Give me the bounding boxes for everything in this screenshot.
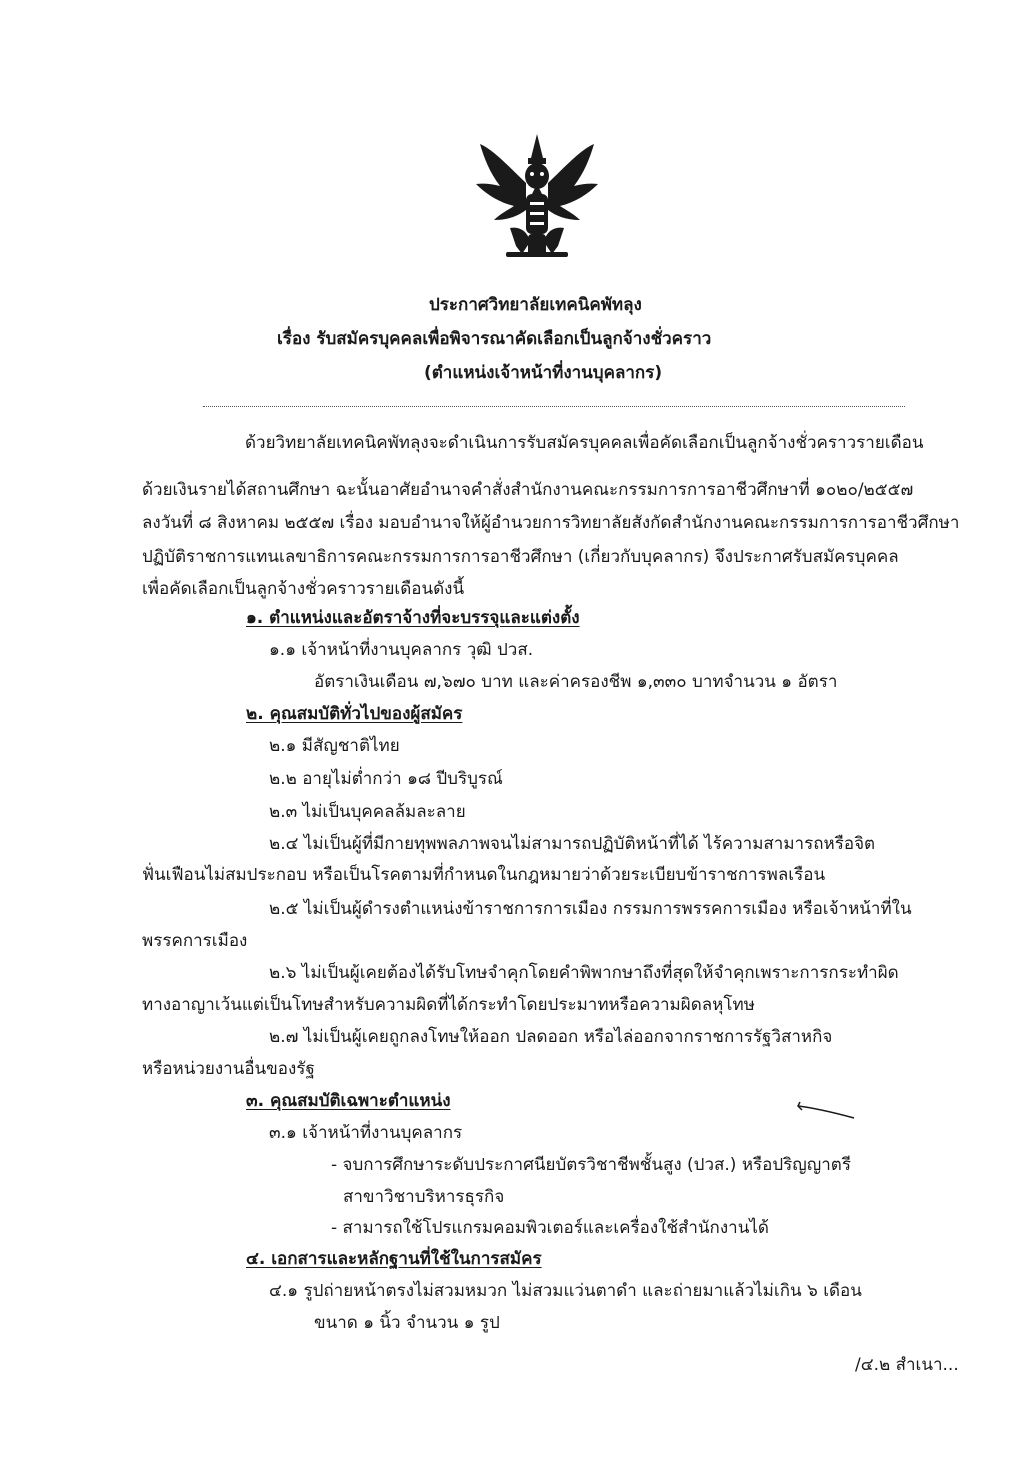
section-2-heading: ๒. คุณสมบัติทั่วไปของผู้สมัคร	[246, 704, 463, 724]
intro-line-1: ด้วยวิทยาลัยเทคนิคพัทลุงจะดำเนินการรับสมัครบุคคลเพื่อคัดเลือกเป็นลูกจ้างชั่วคราวรายเดือน	[245, 433, 924, 453]
section-3-detail-1-cont: สาขาวิชาบริหารธุรกิจ	[343, 1187, 505, 1207]
intro-line-2: ด้วยเงินรายได้สถานศึกษา ฉะนั้นอาศัยอำนาจคำสั่งสำนักงานคณะกรรมการการอาชีวศึกษาที่ ๑๐๒๐/๒๕๕๗	[142, 480, 914, 500]
section-2-item-5-cont: พรรคการเมือง	[142, 931, 248, 951]
section-2-item-5: ๒.๕ ไม่เป็นผู้ดำรงตำแหน่งข้าราชการการเมือง กรรมการพรรคการเมือง หรือเจ้าหน้าที่ใน	[269, 899, 912, 919]
intro-line-3: ลงวันที่ ๘ สิงหาคม ๒๕๕๗ เรื่อง มอบอำนาจให้ผู้อำนวยการวิทยาลัยสังกัดสำนักงานคณะกรรมการการอาชีวศึกษา	[142, 513, 960, 533]
section-3-detail-2: - สามารถใช้โปรแกรมคอมพิวเตอร์และเครื่องใช้สำนักงานได้	[331, 1218, 769, 1238]
section-3-heading: ๓. คุณสมบัติเฉพาะตำแหน่ง	[246, 1091, 451, 1111]
header-divider	[203, 406, 905, 407]
pen-mark-icon	[796, 1096, 856, 1120]
section-4-item-1: ๔.๑ รูปถ่ายหน้าตรงไม่สวมหมวก ไม่สวมแว่นตาดำ และถ่ายมาแล้วไม่เกิน ๖ เดือน	[269, 1281, 862, 1301]
section-1-heading: ๑. ตำแหน่งและอัตราจ้างที่จะบรรจุและแต่งตั้ง	[246, 608, 580, 628]
section-3-detail-1: - จบการศึกษาระดับประกาศนียบัตรวิชาชีพชั้นสูง (ปวส.) หรือปริญญาตรี	[331, 1155, 851, 1175]
section-3-item-1: ๓.๑ เจ้าหน้าที่งานบุคลากร	[269, 1123, 463, 1143]
section-2-item-6-cont: ทางอาญาเว้นแต่เป็นโทษสำหรับความผิดที่ได้กระทำโดยประมาทหรือความผิดลหุโทษ	[142, 995, 755, 1015]
announcement-position: (ตำแหน่งเจ้าหน้าที่งานบุคลากร)	[424, 363, 663, 383]
section-4-heading: ๔. เอกสารและหลักฐานที่ใช้ในการสมัคร	[246, 1249, 542, 1269]
announcement-title: ประกาศวิทยาลัยเทคนิคพัทลุง	[429, 295, 642, 315]
section-1-item-1: ๑.๑ เจ้าหน้าที่งานบุคลากร วุฒิ ปวส.	[269, 640, 534, 660]
intro-line-4: ปฏิบัติราชการแทนเลขาธิการคณะกรรมการการอาชีวศึกษา (เกี่ยวกับบุคลากร) จึงประกาศรับสมัครบุคคล	[142, 547, 899, 567]
section-2-item-6: ๒.๖ ไม่เป็นผู้เคยต้องได้รับโทษจำคุกโดยคำพิพากษาถึงที่สุดให้จำคุกเพราะการกระทำผิด	[269, 963, 899, 983]
garuda-seal-icon	[470, 128, 605, 263]
section-2-item-4: ๒.๔ ไม่เป็นผู้ที่มีกายทุพพลภาพจนไม่สามารถปฏิบัติหน้าที่ได้ ไร้ความสามารถหรือจิต	[269, 834, 876, 854]
section-2-item-4-cont: ฟั่นเฟือนไม่สมประกอบ หรือเป็นโรคตามที่กำหนดในกฎหมายว่าด้วยระเบียบข้าราชการพลเรือน	[142, 865, 826, 885]
section-2-item-7: ๒.๗ ไม่เป็นผู้เคยถูกลงโทษให้ออก ปลดออก หรือไล่ออกจากราชการรัฐวิสาหกิจ	[269, 1027, 833, 1047]
section-1-item-1-salary: อัตราเงินเดือน ๗,๖๗๐ บาท และค่าครองชีพ ๑,๓๓๐ บาทจำนวน ๑ อัตรา	[314, 672, 838, 692]
announcement-subject: เรื่อง รับสมัครบุคคลเพื่อพิจารณาคัดเลือกเป็นลูกจ้างชั่วคราว	[277, 329, 712, 349]
section-2-item-2: ๒.๒ อายุไม่ต่ำกว่า ๑๘ ปีบริบูรณ์	[269, 769, 503, 789]
section-2-item-1: ๒.๑ มีสัญชาติไทย	[269, 736, 400, 756]
intro-line-5: เพื่อคัดเลือกเป็นลูกจ้างชั่วคราวรายเดือนดังนี้	[142, 579, 465, 599]
page-continuation: /๔.๒ สำเนา...	[855, 1355, 959, 1375]
section-4-item-1-cont: ขนาด ๑ นิ้ว จำนวน ๑ รูป	[314, 1313, 500, 1333]
section-2-item-3: ๒.๓ ไม่เป็นบุคคลล้มละลาย	[269, 802, 466, 822]
section-2-item-7-cont: หรือหน่วยงานอื่นของรัฐ	[142, 1059, 315, 1079]
